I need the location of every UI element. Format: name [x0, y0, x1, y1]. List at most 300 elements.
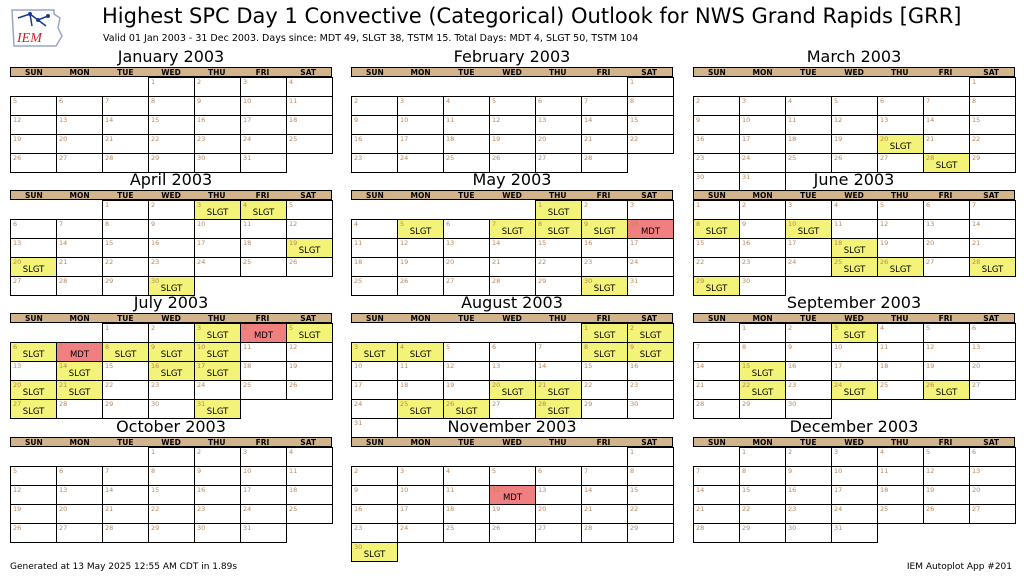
day-number: 25 [446, 524, 455, 532]
weekday-label: THU [548, 191, 567, 200]
weekday-label: WED [502, 191, 522, 200]
day-number: 18 [289, 116, 298, 124]
day-cell [240, 504, 287, 524]
day-cell [581, 115, 628, 135]
day-number: 19 [446, 381, 455, 389]
day-cell [785, 323, 832, 343]
day-number: 25 [880, 505, 889, 513]
day-cell [969, 134, 1016, 154]
day-number: 3 [243, 448, 248, 456]
day-number: 14 [59, 362, 68, 370]
weekday-label: SUN [365, 68, 384, 77]
day-number: 4 [788, 97, 793, 105]
weekday-header [10, 67, 332, 77]
month-title: December 2003 [789, 417, 919, 436]
day-number: 2 [151, 201, 156, 209]
day-number: 5 [289, 201, 294, 209]
day-number: 10 [834, 343, 843, 351]
day-number: 7 [59, 343, 64, 351]
day-cell [785, 134, 832, 154]
day-cell [627, 523, 674, 543]
day-number: 31 [354, 419, 363, 427]
day-cell [489, 134, 536, 154]
day-cell [194, 77, 241, 97]
day-cell [627, 323, 674, 343]
day-cell [627, 257, 674, 277]
day-number: 23 [788, 381, 797, 389]
day-number: 21 [696, 505, 705, 513]
day-number: 14 [105, 116, 114, 124]
day-number: 20 [880, 135, 889, 143]
outlook-label: SLGT [593, 350, 616, 360]
day-cell [581, 504, 628, 524]
outlook-label: SLGT [639, 331, 662, 341]
day-number: 1 [696, 201, 701, 209]
day-number: 9 [197, 467, 202, 475]
day-number: 30 [151, 400, 160, 408]
month-calendar [693, 417, 1015, 532]
day-number: 8 [584, 343, 589, 351]
day-number: 8 [105, 343, 110, 351]
day-cell [581, 200, 628, 220]
weekday-label: WED [844, 191, 864, 200]
day-number: 20 [446, 258, 455, 266]
day-number: 7 [926, 97, 931, 105]
day-cell [739, 134, 786, 154]
weekday-label: SAT [641, 438, 658, 447]
day-number: 12 [400, 239, 409, 247]
outlook-label: SLGT [797, 227, 820, 237]
day-cell [443, 96, 490, 116]
weekday-label: TUE [800, 191, 817, 200]
day-cell [148, 96, 195, 116]
day-cell [877, 200, 924, 220]
day-cell [351, 115, 398, 135]
day-cell [148, 361, 195, 381]
day-cell [102, 485, 149, 505]
day-cell [581, 485, 628, 505]
day-number: 10 [197, 343, 206, 351]
weekday-label: FRI [938, 314, 953, 323]
day-cell [693, 361, 740, 381]
outlook-label: SLGT [206, 350, 229, 360]
weekday-label: MON [410, 68, 431, 77]
day-cell [194, 447, 241, 467]
day-cell [351, 276, 398, 296]
day-cell [739, 219, 786, 239]
day-number: 13 [59, 486, 68, 494]
day-cell [739, 153, 786, 173]
day-cell [56, 380, 103, 400]
weekday-label: FRI [596, 191, 611, 200]
day-number: 15 [151, 116, 160, 124]
day-cell [969, 200, 1016, 220]
day-cell [240, 115, 287, 135]
day-number: 27 [59, 524, 68, 532]
day-number: 10 [197, 220, 206, 228]
outlook-label: MDT [640, 227, 661, 237]
outlook-label: SLGT [68, 388, 91, 398]
day-number: 6 [13, 220, 18, 228]
day-cell [627, 115, 674, 135]
day-cell [286, 115, 333, 135]
day-cell [194, 219, 241, 239]
day-cell [535, 257, 582, 277]
day-number: 12 [13, 116, 22, 124]
outlook-label: SLGT [843, 246, 866, 256]
day-number: 26 [446, 400, 455, 408]
day-number: 21 [492, 258, 501, 266]
day-number: 17 [742, 135, 751, 143]
day-cell [351, 399, 398, 419]
day-cell [489, 380, 536, 400]
day-number: 19 [492, 505, 501, 513]
day-cell [240, 96, 287, 116]
day-cell [831, 485, 878, 505]
day-number: 8 [972, 97, 977, 105]
day-number: 20 [13, 381, 22, 389]
weekday-label: FRI [938, 191, 953, 200]
day-number: 27 [13, 400, 22, 408]
day-cell [877, 96, 924, 116]
day-number: 24 [243, 135, 252, 143]
day-cell [877, 134, 924, 154]
day-cell [397, 466, 444, 486]
day-cell [102, 523, 149, 543]
day-number: 1 [105, 201, 110, 209]
day-cell [739, 323, 786, 343]
day-number: 6 [538, 97, 543, 105]
day-number: 5 [446, 343, 451, 351]
day-cell [877, 361, 924, 381]
day-number: 16 [197, 116, 206, 124]
outlook-label: MDT [253, 331, 274, 341]
day-number: 8 [538, 220, 543, 228]
day-cell [10, 523, 57, 543]
day-cell [785, 238, 832, 258]
day-cell [194, 504, 241, 524]
day-cell [240, 134, 287, 154]
day-number: 6 [880, 97, 885, 105]
day-number: 8 [696, 220, 701, 228]
day-number: 16 [354, 135, 363, 143]
weekday-label: WED [161, 68, 181, 77]
day-number: 25 [880, 381, 889, 389]
day-cell [535, 466, 582, 486]
day-number: 22 [538, 258, 547, 266]
day-number: 25 [446, 154, 455, 162]
day-number: 23 [151, 258, 160, 266]
day-cell [240, 523, 287, 543]
day-number: 8 [151, 97, 156, 105]
day-cell [627, 342, 674, 362]
day-cell [739, 504, 786, 524]
day-cell [10, 466, 57, 486]
day-number: 30 [197, 154, 206, 162]
day-number: 20 [538, 505, 547, 513]
day-cell [286, 447, 333, 467]
day-cell [535, 134, 582, 154]
day-cell [56, 361, 103, 381]
day-cell [739, 361, 786, 381]
day-number: 25 [289, 505, 298, 513]
day-cell [351, 523, 398, 543]
day-number: 15 [742, 486, 751, 494]
weekday-label: SAT [300, 438, 317, 447]
day-cell [194, 323, 241, 343]
day-cell [102, 342, 149, 362]
day-number: 10 [834, 467, 843, 475]
day-number: 26 [13, 524, 22, 532]
day-number: 4 [289, 448, 294, 456]
day-cell [923, 323, 970, 343]
day-cell [286, 96, 333, 116]
day-number: 15 [538, 239, 547, 247]
day-cell [923, 200, 970, 220]
day-cell [739, 342, 786, 362]
day-number: 13 [59, 116, 68, 124]
day-number: 22 [742, 505, 751, 513]
month-calendar [351, 47, 673, 162]
day-number: 21 [696, 381, 705, 389]
day-number: 19 [834, 135, 843, 143]
day-cell [443, 466, 490, 486]
day-number: 28 [492, 277, 501, 285]
day-number: 5 [13, 467, 18, 475]
day-number: 24 [834, 381, 843, 389]
day-cell [148, 200, 195, 220]
day-cell [535, 96, 582, 116]
outlook-label: SLGT [547, 407, 570, 417]
day-number: 14 [105, 486, 114, 494]
day-number: 1 [151, 448, 156, 456]
day-number: 15 [630, 486, 639, 494]
day-number: 15 [972, 116, 981, 124]
day-number: 11 [880, 467, 889, 475]
day-number: 11 [354, 239, 363, 247]
day-number: 9 [742, 220, 747, 228]
weekday-label: FRI [596, 438, 611, 447]
day-number: 1 [151, 78, 156, 86]
day-number: 24 [742, 154, 751, 162]
day-number: 29 [538, 277, 547, 285]
day-cell [831, 342, 878, 362]
day-cell [240, 361, 287, 381]
day-number: 2 [788, 324, 793, 332]
day-cell [194, 115, 241, 135]
weekday-label: MON [410, 314, 431, 323]
day-number: 29 [105, 277, 114, 285]
day-number: 14 [926, 116, 935, 124]
outlook-label: SLGT [160, 350, 183, 360]
outlook-label: SLGT [889, 142, 912, 152]
day-number: 13 [13, 362, 22, 370]
outlook-label: SLGT [705, 284, 728, 294]
day-cell [969, 77, 1016, 97]
weekday-label: SUN [365, 191, 384, 200]
day-number: 2 [354, 97, 359, 105]
day-cell [831, 219, 878, 239]
day-cell [739, 96, 786, 116]
day-number: 16 [151, 239, 160, 247]
month-calendar [693, 170, 1015, 294]
weekday-header [10, 437, 332, 447]
day-cell [627, 134, 674, 154]
outlook-label: SLGT [206, 407, 229, 417]
day-cell [56, 485, 103, 505]
day-number: 25 [400, 400, 409, 408]
iem-logo [8, 6, 64, 50]
outlook-label: SLGT [593, 284, 616, 294]
day-cell [148, 134, 195, 154]
chart-title: Highest SPC Day 1 Convective (Categorical) Outlook for NWS Grand Rapids [GRR] [102, 4, 962, 28]
day-number: 6 [926, 201, 931, 209]
day-cell [969, 342, 1016, 362]
day-number: 23 [197, 505, 206, 513]
day-number: 20 [926, 239, 935, 247]
day-number: 31 [243, 524, 252, 532]
month-calendar [351, 170, 673, 294]
day-cell [923, 153, 970, 173]
day-cell [969, 380, 1016, 400]
day-cell [785, 96, 832, 116]
day-cell [148, 257, 195, 277]
day-cell [397, 257, 444, 277]
day-number: 14 [584, 116, 593, 124]
outlook-label: SLGT [409, 227, 432, 237]
day-number: 8 [742, 343, 747, 351]
day-cell [240, 447, 287, 467]
day-number: 15 [584, 362, 593, 370]
weekday-label: FRI [596, 68, 611, 77]
weekday-label: SUN [365, 438, 384, 447]
day-number: 19 [400, 258, 409, 266]
day-number: 27 [538, 154, 547, 162]
day-number: 12 [492, 486, 501, 494]
day-number: 4 [834, 201, 839, 209]
day-cell [535, 115, 582, 135]
day-cell [10, 238, 57, 258]
outlook-label: SLGT [639, 350, 662, 360]
day-cell [627, 504, 674, 524]
day-number: 20 [492, 381, 501, 389]
day-number: 11 [289, 467, 298, 475]
day-number: 28 [972, 258, 981, 266]
month-title: May 2003 [472, 170, 552, 189]
day-number: 31 [630, 277, 639, 285]
day-cell [693, 380, 740, 400]
day-number: 13 [880, 116, 889, 124]
outlook-label: SLGT [547, 208, 570, 218]
day-cell [489, 504, 536, 524]
day-cell [56, 523, 103, 543]
outlook-label: SLGT [455, 407, 478, 417]
day-cell [693, 238, 740, 258]
day-cell [102, 504, 149, 524]
day-number: 3 [243, 78, 248, 86]
day-number: 4 [354, 220, 359, 228]
day-number: 16 [354, 505, 363, 513]
day-number: 11 [400, 362, 409, 370]
day-cell [489, 342, 536, 362]
month-title: July 2003 [133, 293, 209, 312]
day-number: 24 [834, 505, 843, 513]
day-cell [581, 134, 628, 154]
weekday-label: MON [69, 314, 90, 323]
day-cell [785, 485, 832, 505]
weekday-label: TUE [800, 314, 817, 323]
day-cell [627, 96, 674, 116]
day-number: 13 [492, 362, 501, 370]
day-number: 6 [59, 467, 64, 475]
day-number: 22 [630, 135, 639, 143]
day-number: 8 [105, 220, 110, 228]
day-cell [351, 238, 398, 258]
weekday-label: FRI [255, 68, 270, 77]
day-cell [194, 361, 241, 381]
day-number: 10 [354, 362, 363, 370]
day-number: 8 [742, 467, 747, 475]
day-number: 13 [538, 486, 547, 494]
day-number: 28 [696, 524, 705, 532]
day-number: 15 [630, 116, 639, 124]
weekday-label: SAT [983, 314, 1000, 323]
day-cell [831, 523, 878, 543]
day-cell [877, 238, 924, 258]
day-cell [397, 342, 444, 362]
day-cell [785, 200, 832, 220]
day-number: 11 [289, 97, 298, 105]
day-cell [102, 257, 149, 277]
day-number: 25 [289, 135, 298, 143]
day-number: 29 [696, 277, 705, 285]
day-cell [969, 323, 1016, 343]
day-number: 1 [584, 324, 589, 332]
outlook-label: SLGT [751, 369, 774, 379]
day-number: 17 [834, 486, 843, 494]
day-cell [785, 523, 832, 543]
day-cell [240, 323, 287, 343]
day-cell [739, 399, 786, 419]
day-number: 25 [243, 381, 252, 389]
outlook-label: SLGT [22, 407, 45, 417]
day-number: 27 [972, 381, 981, 389]
day-number: 16 [696, 135, 705, 143]
day-cell [194, 523, 241, 543]
day-number: 2 [197, 448, 202, 456]
day-cell [397, 238, 444, 258]
day-number: 6 [13, 343, 18, 351]
day-cell [286, 504, 333, 524]
day-cell [286, 200, 333, 220]
day-number: 2 [197, 78, 202, 86]
day-number: 12 [880, 220, 889, 228]
day-cell [148, 77, 195, 97]
day-number: 31 [834, 524, 843, 532]
day-number: 7 [105, 467, 110, 475]
weekday-label: MON [69, 191, 90, 200]
day-cell [877, 115, 924, 135]
outlook-label: SLGT [843, 265, 866, 275]
weekday-label: MON [752, 438, 773, 447]
day-cell [627, 447, 674, 467]
day-number: 29 [630, 524, 639, 532]
day-cell [286, 323, 333, 343]
day-cell [194, 257, 241, 277]
day-cell [739, 238, 786, 258]
day-cell [923, 447, 970, 467]
month-title: February 2003 [453, 47, 571, 66]
